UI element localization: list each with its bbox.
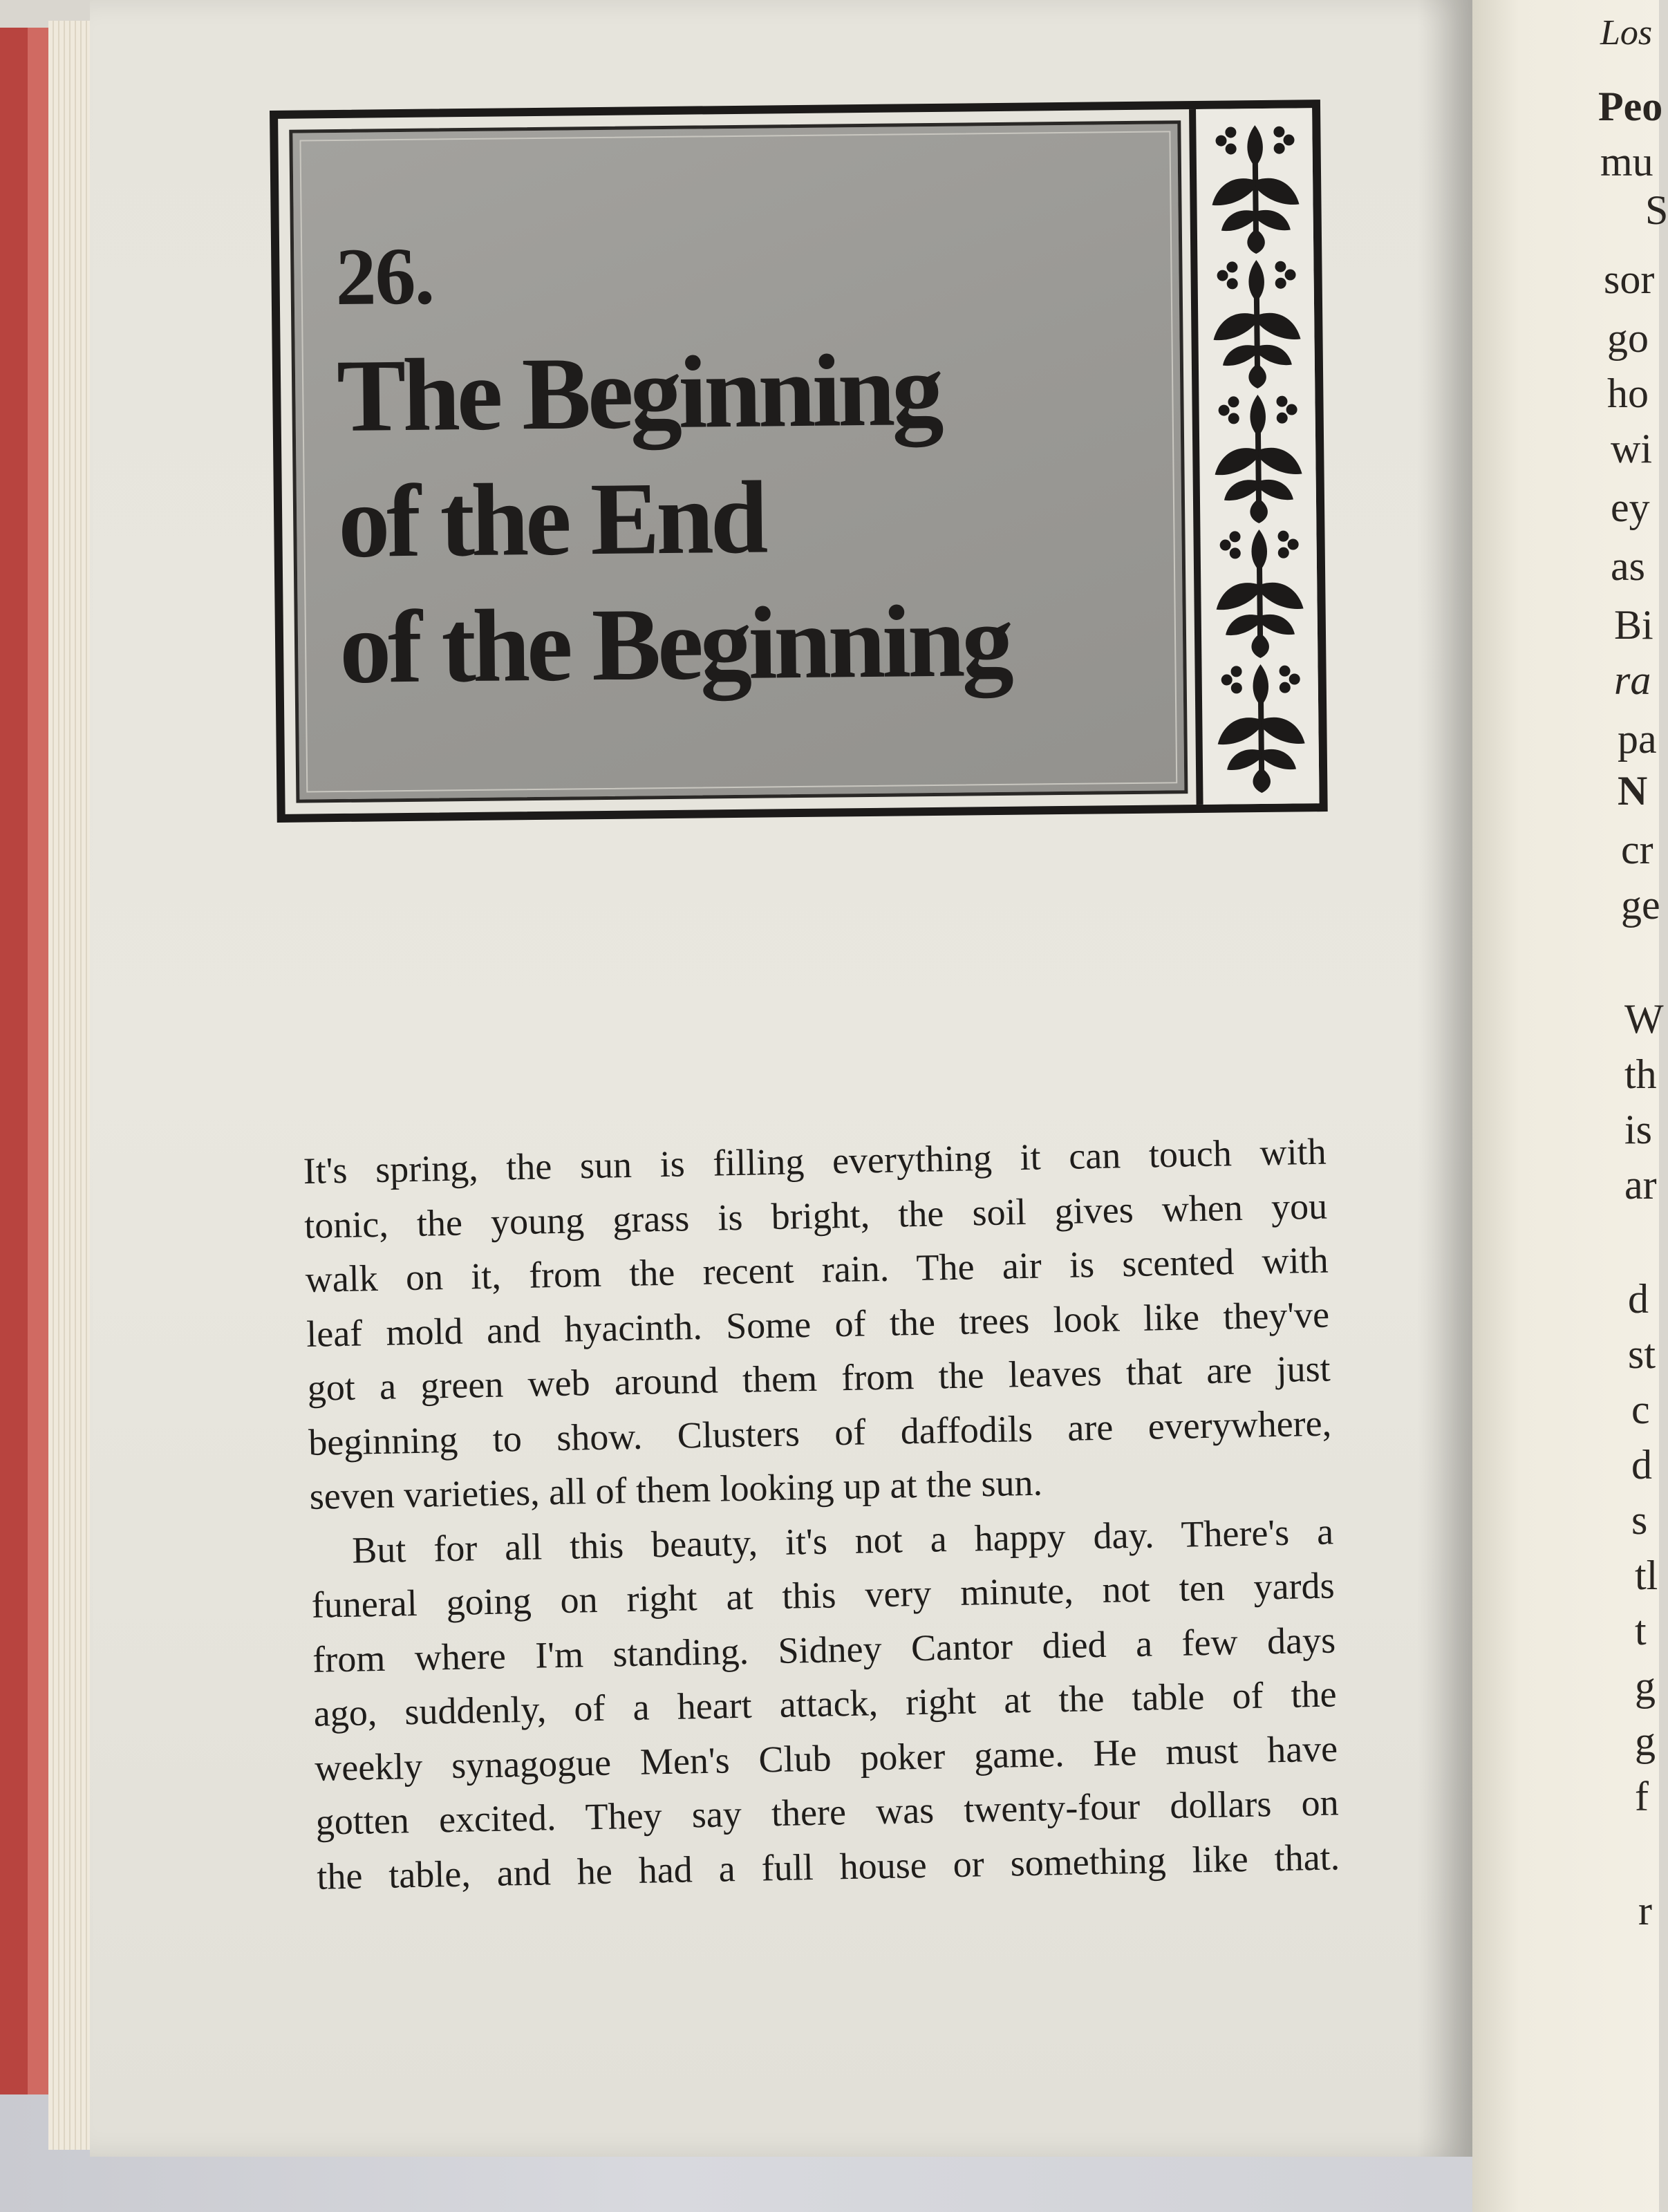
text-line: tonic, the young grass is bright, the soil gives when you	[303, 1185, 1328, 1246]
text-line: got a green web around them from the leaves that are just	[307, 1347, 1331, 1409]
facing-page-fragment: ra	[1614, 657, 1651, 703]
chapter-title-line: of the End	[337, 460, 765, 579]
facing-page-fragment: st	[1628, 1331, 1656, 1377]
text-line: leaf mold and hyacinth. Some of the trees look like they've	[306, 1293, 1330, 1355]
text-line: weekly synagogue Men's Club poker game. He must have	[314, 1727, 1338, 1789]
chapter-body-text	[303, 1125, 1340, 1904]
facing-page-fragment: g	[1635, 1718, 1656, 1764]
facing-page-fragment: go	[1607, 315, 1649, 361]
text-line: But for all this beauty, it's not a happy day. There's a	[351, 1510, 1334, 1571]
text-line: beginning to show. Clusters of daffodils are everywhere,	[308, 1402, 1332, 1463]
facing-page-fragment: wi	[1611, 426, 1652, 471]
facing-page-fragment: ge	[1621, 882, 1660, 928]
facing-page-fragment: sor	[1604, 256, 1655, 302]
floral-ornament-panel	[1189, 108, 1320, 805]
floral-vine-ornament-icon	[1203, 118, 1313, 793]
facing-page-fragment: ar	[1624, 1162, 1657, 1208]
facing-page-fragment: pa	[1618, 716, 1657, 762]
facing-page-fragment: S	[1645, 187, 1668, 233]
text-line: seven varieties, all of them looking up at the sun.	[309, 1461, 1043, 1517]
facing-page-fragment: cr	[1621, 827, 1653, 872]
text-line: from where I'm standing. Sidney Cantor died a few days	[312, 1618, 1336, 1680]
facing-page-fragment: mu	[1600, 139, 1653, 185]
chapter-title-line: The Beginning	[336, 332, 941, 453]
facing-page-fragment: g	[1635, 1663, 1656, 1709]
facing-page-fragment: t	[1635, 1608, 1647, 1653]
facing-page-fragment: W	[1624, 996, 1664, 1042]
chapter-title	[336, 324, 1170, 711]
chapter-title-panel	[289, 120, 1188, 803]
facing-page-fragment: s	[1631, 1497, 1648, 1543]
facing-page-fragment: N	[1618, 768, 1648, 814]
facing-page-fragment: r	[1638, 1888, 1652, 1933]
facing-page-fragment: tl	[1635, 1553, 1658, 1598]
facing-page-fragment: f	[1635, 1774, 1649, 1819]
facing-page-fragment: d	[1631, 1442, 1652, 1488]
facing-page-fragment: as	[1611, 543, 1645, 589]
facing-page-fragment: ey	[1611, 485, 1650, 530]
text-line: gotten excited. They say there was twenty-four dollars on	[315, 1781, 1340, 1843]
facing-page-fragment: ho	[1607, 371, 1649, 416]
text-line: It's spring, the sun is filling everything it can touch with	[303, 1130, 1327, 1192]
text-line: funeral going on right at this very minute, not ten yards	[311, 1564, 1336, 1626]
facing-page-fragment: Peo	[1598, 84, 1663, 129]
facing-page-fragment: Bi	[1614, 602, 1653, 648]
text-line: ago, suddenly, of a heart attack, right at the table of the	[313, 1673, 1338, 1734]
text-line: the table, and he had a full house or something like that.	[316, 1835, 1340, 1897]
facing-page-fragment: is	[1624, 1107, 1653, 1152]
text-line: walk on it, from the recent rain. The air is scented with	[305, 1239, 1329, 1300]
chapter-title-line: of the Beginning	[339, 583, 1011, 705]
facing-page-fragment: Los	[1600, 13, 1653, 53]
chapter-number: 26.	[335, 230, 434, 323]
facing-page-fragment: c	[1631, 1387, 1650, 1432]
chapter-heading-box	[270, 100, 1328, 823]
facing-page-fragment: th	[1624, 1051, 1657, 1097]
facing-page-fragment: d	[1628, 1276, 1649, 1322]
